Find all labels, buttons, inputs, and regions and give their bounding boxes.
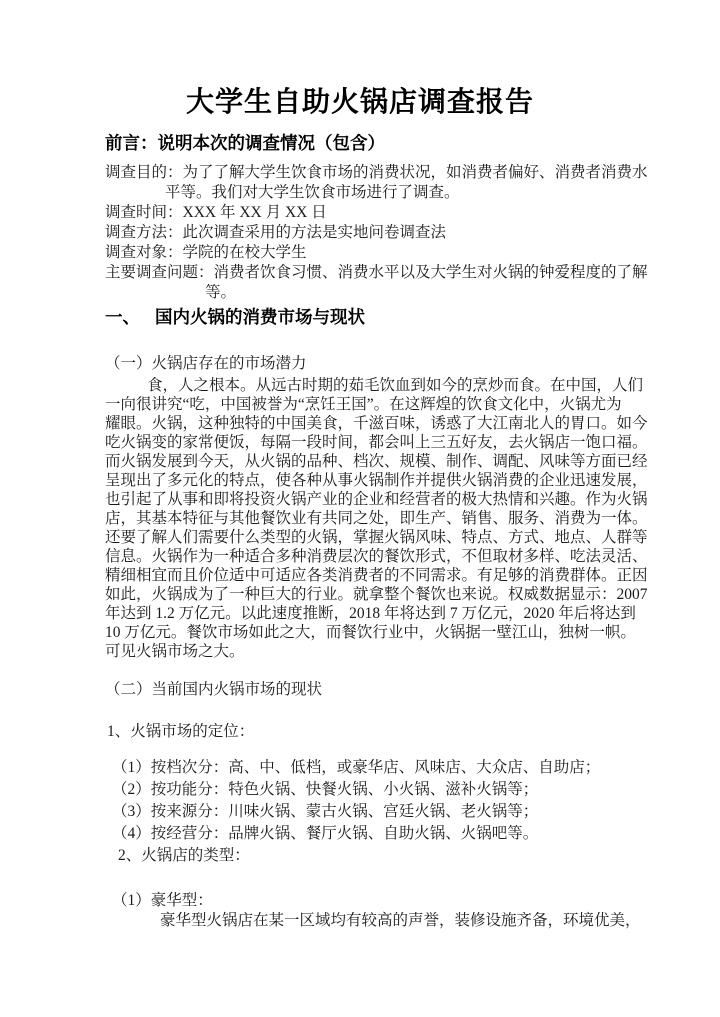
market-potential-paragraph bbox=[105, 376, 648, 661]
text-line: 可见火锅市场之大。 bbox=[105, 643, 245, 660]
text-line: 调查目的：为了了解大学生饮食市场的消费状况，如消费者偏好、消费者消费水 bbox=[105, 164, 648, 181]
text-line: 信息。火锅作为一种适合多种消费层次的餐饮形式，不但取材多样、吃法灵活、 bbox=[105, 548, 648, 565]
text-line: 精细相宜而且价位适中可适应各类消费者的不同需求。有足够的消费群体。正因 bbox=[105, 567, 648, 584]
subsection1-heading: （一）火锅店存在的市场潜力 bbox=[105, 355, 307, 372]
market-positioning-list bbox=[105, 757, 615, 845]
text-line: （4）按经营分：品牌火锅、餐厅火锅、自助火锅、火锅吧等。 bbox=[112, 825, 539, 842]
text-line: 主要调查问题：消费者饮食习惯、消费水平以及大学生对火锅的钟爱程度的了解 bbox=[105, 264, 648, 281]
text-line: 耀眼。火锅，这种独特的中国美食，千滋百味，诱惑了大江南北人的胃口。如今 bbox=[105, 415, 648, 432]
text-line: 店，其基本特征与其他餐饮业有共同之处，即生产、销售、服务、消费为一体。 bbox=[105, 510, 648, 527]
text-line: 调查方法：此次调查采用的方法是实地问卷调查法 bbox=[105, 224, 447, 241]
text-line: 吃火锅变的家常便饭，每隔一段时间，都会叫上三五好友，去火锅店一饱口福。 bbox=[105, 434, 648, 451]
text-line: 年达到 1.2 万亿元。以此速度推断，2018 年将达到 7 万亿元，2020 年后将达到 bbox=[105, 605, 636, 622]
section1-number: 一、 bbox=[105, 307, 140, 327]
text-line: （2）按功能分：特色火锅、快餐火锅、小火锅、滋补火锅等； bbox=[112, 781, 539, 798]
text-line: 呈现出了多元化的特点，使各种从事火锅制作并提供火锅消费的企业迅速发展， bbox=[105, 472, 648, 489]
preface-block bbox=[105, 163, 648, 303]
text-line: （1）按档次分：高、中、低档，或豪华店、风味店、大众店、自助店； bbox=[112, 759, 601, 776]
text-line: 而火锅发展到今天，从火锅的品种、档次、规模、制作、调配、风味等方面已经 bbox=[105, 453, 648, 470]
text-line: （3）按来源分：川味火锅、蒙古火锅、宫廷火锅、老火锅等； bbox=[112, 803, 539, 820]
text-line: 食，人之根本。从远古时期的茹毛饮血到如今的烹炒而食。在中国，人们 bbox=[147, 377, 644, 394]
section1-heading-text: 国内火锅的消费市场与现状 bbox=[155, 307, 365, 327]
text-line: 也引起了从事和即将投资火锅产业的企业和经营者的极大热情和兴趣。作为火锅 bbox=[105, 491, 648, 508]
text-line: 还要了解人们需要什么类型的火锅，掌握火锅风味、特点、方式、地点、人群等 bbox=[105, 529, 648, 546]
text-line: 一向很讲究“吃，中国被誉为“烹饪王国”。在这辉煌的饮食文化中，火锅尤为 bbox=[105, 396, 622, 413]
section1-heading bbox=[105, 306, 615, 328]
store-types-heading: 2、火锅店的类型： bbox=[118, 847, 250, 864]
market-positioning-heading: 1、火锅市场的定位： bbox=[107, 723, 255, 740]
text-line: 如此，火锅成为了一种巨大的行业。就拿整个餐饮也来说。权威数据显示：2007 bbox=[105, 586, 648, 603]
text-line: 10 万亿元。餐饮市场如此之大，而餐饮行业中，火锅据一壁江山，独树一帜。 bbox=[105, 624, 636, 641]
page-title: 大学生自助火锅店调查报告 bbox=[185, 87, 534, 118]
preface-heading: 前言：说明本次的调查情况（包含） bbox=[105, 133, 385, 153]
text-line: 平等。我们对大学生饮食市场进行了调查。 bbox=[165, 184, 460, 201]
subsection2-heading: （二）当前国内火锅市场的现状 bbox=[105, 681, 323, 698]
text-line: 调查时间：XXX 年 XX 月 XX 日 bbox=[105, 204, 327, 221]
store-type1-heading: （1）豪华型： bbox=[112, 892, 213, 909]
store-type1-description: 豪华型火锅店在某一区域均有较高的声誉，装修设施齐备，环境优美， bbox=[160, 912, 641, 929]
text-line: 调查对象：学院的在校大学生 bbox=[105, 244, 307, 261]
text-line: 等。 bbox=[205, 284, 237, 301]
